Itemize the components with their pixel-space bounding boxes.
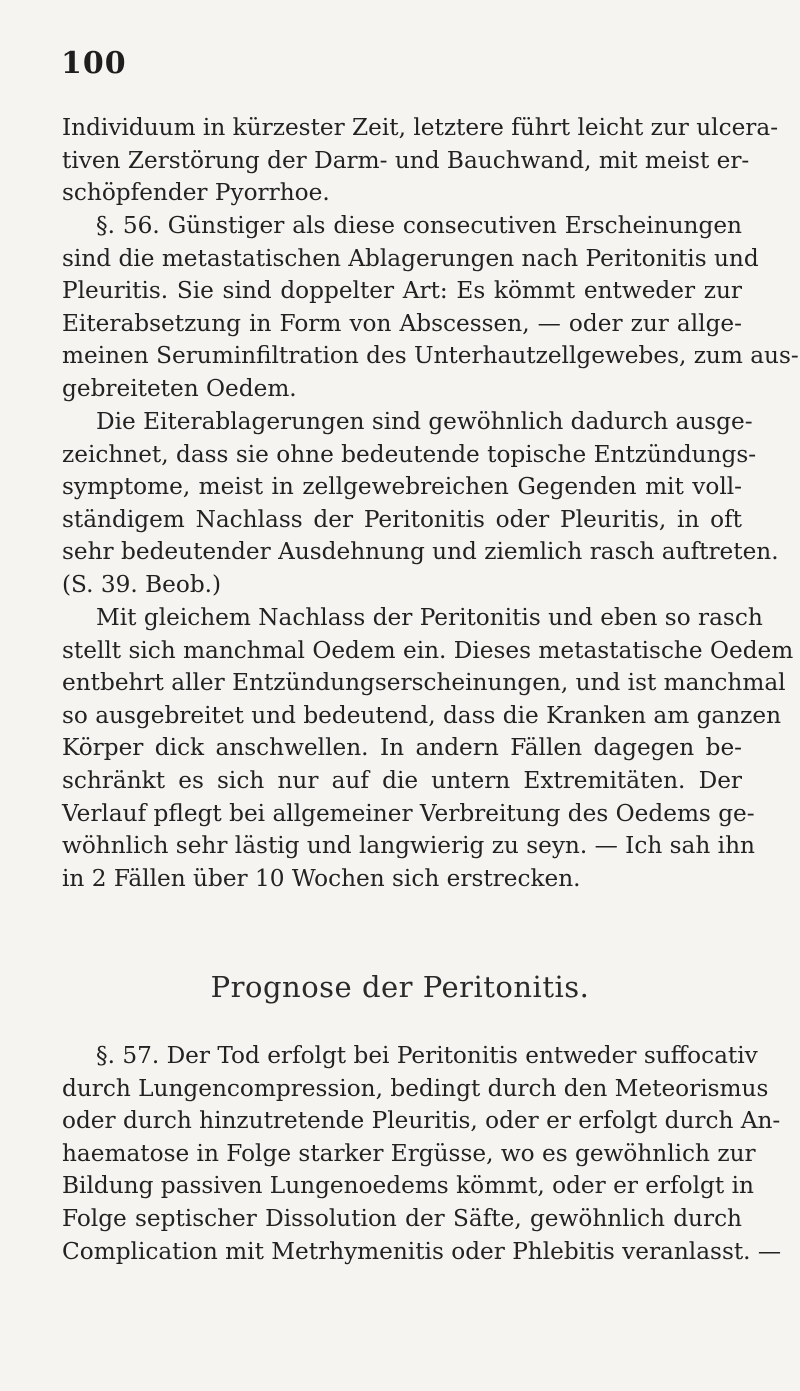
text-line: gebreiteten Oedem.	[62, 374, 297, 402]
text-line: Complication mit Metrhymenitis oder Phlebitis veranlasst. —	[62, 1237, 782, 1265]
text-line: Verlauf pflegt bei allgemeiner Verbreitung des Oedems ge-	[62, 799, 755, 827]
paragraph-oedem	[62, 602, 794, 895]
text-line: Pleuritis. Sie sind doppelter Art: Es kömmt entweder zur	[62, 277, 742, 305]
paragraph-section-56	[62, 210, 799, 406]
section-heading: Prognose der Peritonitis.	[210, 970, 590, 1004]
text-line: sehr bedeutender Ausdehnung und ziemlich rasch auftreten.	[62, 538, 779, 566]
paragraph-continuation	[62, 112, 779, 210]
page-number: 100	[61, 46, 127, 81]
paragraph-eiterablagerungen	[62, 406, 779, 602]
text-line: §. 57. Der Tod erfolgt bei Peritonitis entweder suffocativ	[96, 1042, 758, 1069]
text-line: schränkt es sich nur auf die untern Extremitäten. Der	[62, 766, 742, 794]
text-line: durch Lungencompression, bedingt durch den Meteorismus	[62, 1074, 769, 1102]
text-line: so ausgebreitet und bedeutend, dass die Kranken am ganzen	[62, 701, 782, 729]
text-line: ständigem Nachlass der Peritonitis oder Pleuritis, in oft	[62, 505, 742, 533]
text-line: Folge septischer Dissolution der Säfte, gewöhnlich durch	[62, 1204, 742, 1232]
paragraph-section-57	[62, 1040, 782, 1268]
text-line: haematose in Folge starker Ergüsse, wo es gewöhnlich zur	[62, 1139, 756, 1167]
text-line: Eiterabsetzung in Form von Abscessen, — oder zur allge-	[62, 309, 742, 337]
text-line: stellt sich manchmal Oedem ein. Dieses metastatische Oedem	[62, 636, 794, 664]
text-line: meinen Seruminfiltration des Unterhautzellgewebes, zum aus-	[62, 342, 799, 370]
text-line: §. 56. Günstiger als diese consecutiven Erscheinungen	[96, 212, 742, 239]
text-line: Mit gleichem Nachlass der Peritonitis und eben so rasch	[96, 604, 763, 631]
text-line: sind die metastatischen Ablagerungen nach Peritonitis und	[62, 244, 759, 272]
text-line: Die Eiterablagerungen sind gewöhnlich dadurch ausge-	[96, 408, 753, 435]
text-line: entbehrt aller Entzündungserscheinungen, und ist manchmal	[62, 669, 786, 697]
text-line: tiven Zerstörung der Darm- und Bauchwand, mit meist er-	[62, 146, 750, 174]
text-line: zeichnet, dass sie ohne bedeutende topische Entzündungs-	[62, 440, 757, 468]
text-line: oder durch hinzutretende Pleuritis, oder er erfolgt durch An-	[62, 1107, 781, 1135]
text-line: symptome, meist in zellgewebreichen Gegenden mit voll-	[62, 473, 742, 501]
text-line: Bildung passiven Lungenoedems kömmt, oder er erfolgt in	[62, 1172, 754, 1200]
text-line: Individuum in kürzester Zeit, letztere führt leicht zur ulcera-	[62, 114, 779, 141]
text-line: in 2 Fällen über 10 Wochen sich erstrecken.	[62, 864, 581, 892]
text-line: (S. 39. Beob.)	[62, 570, 222, 598]
text-line: schöpfender Pyorrhoe.	[62, 179, 330, 207]
text-line: wöhnlich sehr lästig und langwierig zu seyn. — Ich sah ihn	[62, 832, 755, 860]
text-line: Körper dick anschwellen. In andern Fällen dagegen be-	[62, 734, 742, 762]
